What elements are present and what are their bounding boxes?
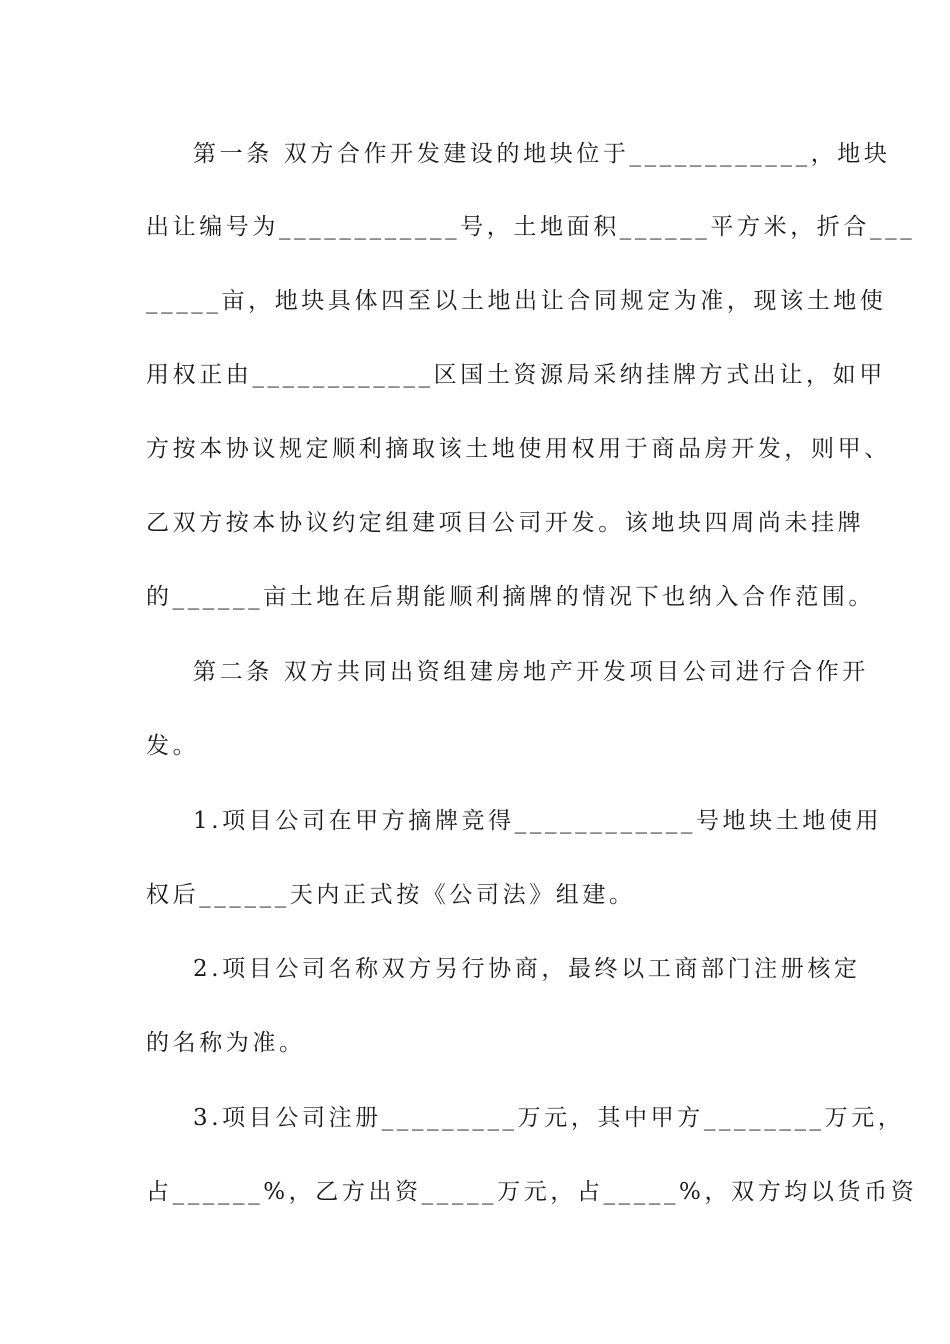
clause-1-line-2: 权后______天内正式按《公司法》组建。 — [146, 882, 636, 908]
clause-2-line-1: 2.项目公司名称双方另行协商，最终以工商部门注册核定 — [193, 956, 861, 982]
article-2-line-1: 第二条 双方共同出资组建房地产开发项目公司进行合作开 — [193, 659, 869, 685]
article-1-line-6: 乙双方按本协议约定组建项目公司开发。该地块四周尚未挂牌 — [146, 510, 865, 536]
clause-1-line-1: 1.项目公司在甲方摘牌竞得____________号地块土地使用 — [193, 808, 883, 834]
article-1-line-5: 方按本协议规定顺利摘取该土地使用权用于商品房开发，则甲、 — [146, 436, 891, 462]
clause-2-line-2: 的名称为准。 — [146, 1030, 306, 1056]
clause-3-line-2: 占______%，乙方出资_____万元，占_____%，双方均以货币资 — [146, 1179, 918, 1205]
article-1-line-7: 的______亩土地在后期能顺利摘牌的情况下也纳入合作范围。 — [146, 584, 875, 610]
article-1-line-3: _____亩，地块具体四至以土地出让合同规定为准，现该土地使 — [146, 288, 887, 314]
article-1-line-4: 用权正由____________区国土资源局采纳挂牌方式出让，如甲 — [146, 362, 886, 388]
clause-3-line-1: 3.项目公司注册_________万元，其中甲方________万元， — [193, 1105, 905, 1131]
article-1-line-1: 第一条 双方合作开发建设的地块位于____________，地块 — [193, 141, 891, 167]
article-1-line-2: 出让编号为____________号，土地面积______平方米，折合___ — [146, 214, 916, 240]
article-2-line-2: 发。 — [146, 733, 200, 759]
